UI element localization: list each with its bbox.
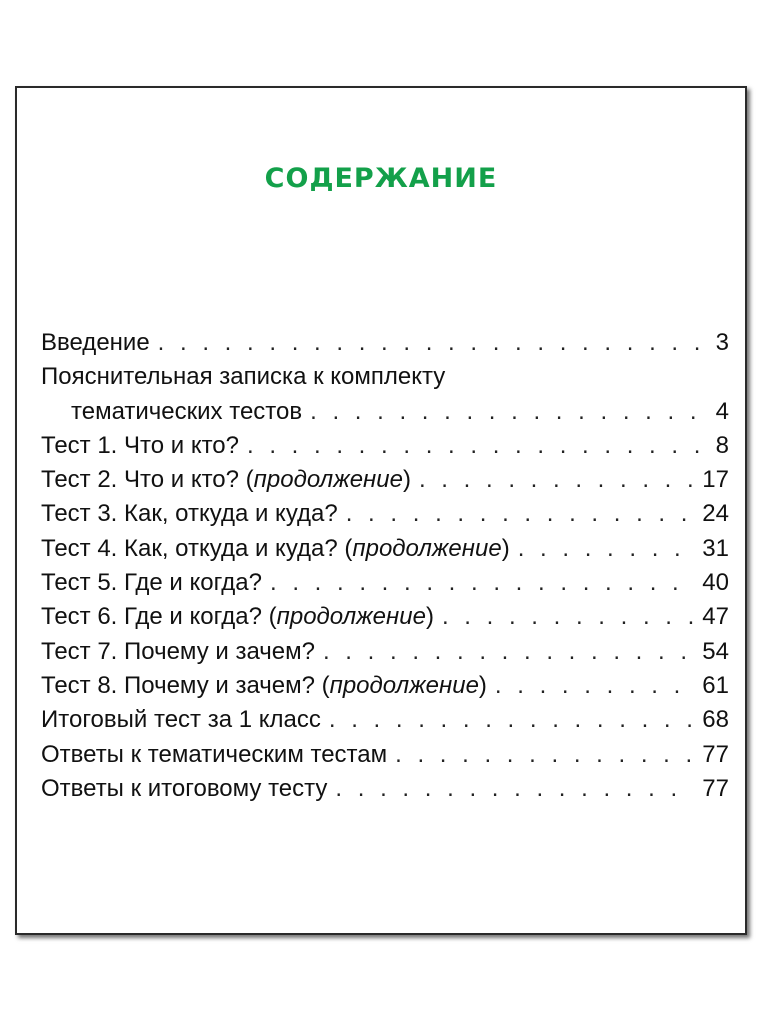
toc-entry-test-2[interactable]: [41, 463, 729, 497]
toc-entry-page: 8: [715, 431, 729, 459]
dot-leader: [495, 669, 694, 703]
toc-entry-title: Ответы к итоговому тесту: [41, 774, 328, 802]
toc-entry-page: 31: [702, 534, 729, 562]
toc-entry-title: Тест 3. Как, откуда и куда?: [41, 500, 338, 528]
dot-leader: [158, 326, 707, 360]
toc-entry-title: Введение: [41, 329, 150, 356]
page-title: СОДЕРЖАНИЕ: [264, 163, 498, 194]
toc-entry-page: 47: [702, 603, 729, 631]
toc-entry-test-1[interactable]: [41, 429, 729, 463]
toc-entry-page: 40: [702, 569, 729, 597]
dot-leader: [310, 395, 707, 429]
toc-entry-introduction[interactable]: [41, 326, 729, 360]
toc-entry-test-4[interactable]: [41, 532, 729, 566]
dot-leader: [247, 429, 707, 463]
toc-entry-title-continuation: тематических тестов: [71, 397, 303, 425]
toc-entry-page: 3: [715, 329, 729, 356]
toc-entry-title: Пояснительная записка к комплекту: [41, 363, 446, 391]
toc-entry-test-3[interactable]: [41, 497, 729, 531]
toc-entry-title: Тест 6. Где и когда? (продолжение): [41, 603, 434, 631]
toc-entry-test-7[interactable]: [41, 635, 729, 669]
toc-entry-thematic-answers[interactable]: [41, 738, 729, 772]
toc-entry-page: 4: [715, 397, 729, 425]
toc-entry-title: Тест 4. Как, откуда и куда? (продолжение): [41, 534, 510, 562]
dot-leader: [395, 738, 694, 772]
toc-entry-page: 24: [702, 500, 729, 528]
page-frame: [15, 86, 747, 935]
toc-entry-title: Тест 2. Что и кто? (продолжение): [41, 466, 411, 494]
toc-entry-explanatory-note[interactable]: [41, 360, 729, 394]
toc-entry-title: Тест 7. Почему и зачем?: [41, 637, 315, 665]
toc-entry-page: 68: [702, 706, 729, 734]
toc-entry-test-8[interactable]: [41, 669, 729, 703]
toc-entry-page: 17: [702, 466, 729, 494]
dot-leader: [442, 600, 694, 634]
toc-entry-test-5[interactable]: [41, 566, 729, 600]
dot-leader: [518, 532, 695, 566]
toc-entry-title: Тест 8. Почему и зачем? (продолжение): [41, 671, 487, 699]
toc-entry-page: 77: [702, 740, 729, 768]
dot-leader: [329, 703, 694, 737]
toc-entry-page: 77: [702, 774, 729, 802]
toc-entry-page: 54: [702, 637, 729, 665]
toc-entry-title: Ответы к тематическим тестам: [41, 740, 388, 768]
toc-entry-page: 61: [702, 671, 729, 699]
toc-entry-final-test[interactable]: [41, 703, 729, 737]
toc-entry-explanatory-note-continuation[interactable]: [41, 395, 729, 429]
toc-entry-title: Тест 5. Где и когда?: [41, 569, 262, 597]
dot-leader: [335, 772, 694, 806]
toc-entry-title: Итоговый тест за 1 класс: [41, 706, 321, 734]
toc-entry-title: Тест 1. Что и кто?: [41, 431, 239, 459]
dot-leader: [270, 566, 694, 600]
toc-entry-final-answers[interactable]: [41, 772, 729, 806]
table-of-contents: [41, 326, 729, 806]
dot-leader: [346, 497, 695, 531]
toc-entry-test-6[interactable]: [41, 600, 729, 634]
dot-leader: [323, 635, 694, 669]
dot-leader: [419, 463, 694, 497]
